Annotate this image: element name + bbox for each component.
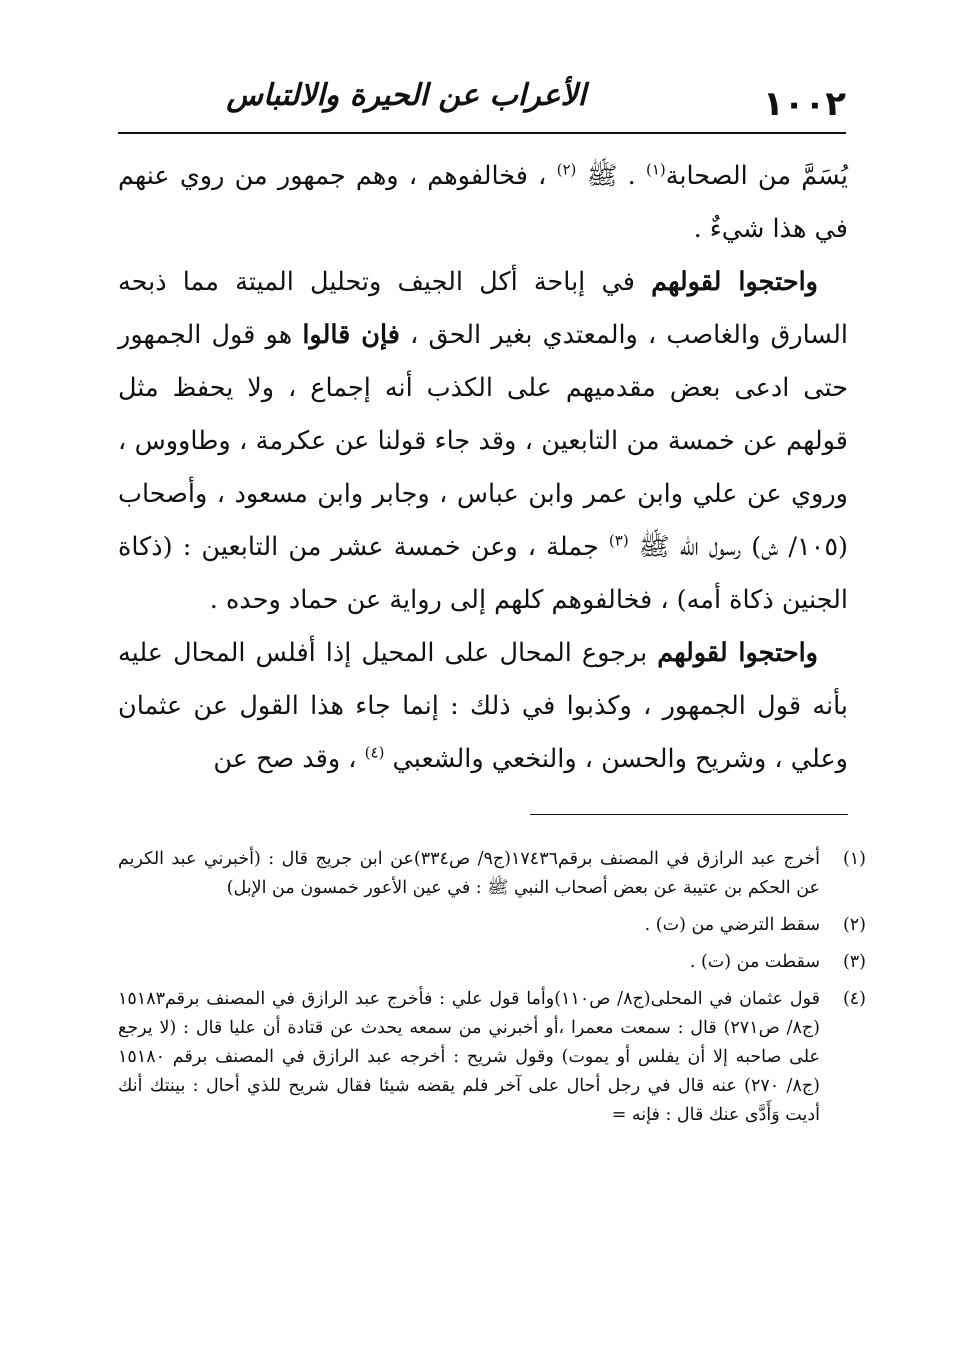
footnote-2 <box>118 911 866 940</box>
footnote-text: أخرج عبد الرازق في المصنف برقم١٧٤٣٦(ج٩/ ص٣٣٤)عن ابن جريج قال : (أخبرني عبد الكريم عن الحكم بن عتيبة عن بعض أصحاب النبي ﷺ : في عين الأعور خمسون من الإبل) <box>118 849 821 898</box>
text-run: برجوع المحال على المحيل إذا أفلس المحال عليه بأنه قول الجمهور ، وكذبوا في ذلك : إنما جاء هذا القول عن عثمان وعلي ، وشريح والحسن ، والنخعي والشعبي <box>118 638 848 774</box>
main-text <box>118 150 848 786</box>
footnote-marker: (٢) <box>556 160 577 179</box>
text-run: . ﷺ <box>586 161 636 191</box>
page-number: ١٠٠٢ <box>762 84 846 124</box>
text-run: ، وقد صح عن <box>213 744 357 774</box>
text-run: هو قول الجمهور حتى ادعى بعض مقدميهم على الكذب أنه إجماع ، ولا يحفظ مثل قولهم عن خمسة من التابعين ، وقد جاء قولنا عن عكرمة ، وطاووس ، وروي عن علي وابن عمر وابن عباس ، وجابر وابن مسعود ، وأصحاب (١٠٥/ ش) رسول الله ﷺ <box>118 320 848 562</box>
lead-phrase: واحتجوا لقولهم <box>657 638 818 668</box>
text-run: جملة ، وعن خمسة عشر من التابعين : (ذكاة الجنين ذكاة أمه) ، فخالفوهم كلهم إلى رواية عن حماد وحده . <box>118 532 848 615</box>
footnote-divider <box>530 814 848 815</box>
footnote-marker: (٤) <box>364 743 385 762</box>
footnote-1 <box>118 845 866 903</box>
footnote-marker: (٣) <box>608 531 629 550</box>
paragraph-2 <box>118 256 848 627</box>
footnote-number: (٤) <box>842 989 866 1009</box>
footnote-text: سقط الترضي من (ت) . <box>644 915 820 935</box>
footnote-number: (١) <box>842 849 866 869</box>
text-run: ، فخالفوهم ، وهم جمهور من روي عنهم في هذا شيءٌ . <box>118 161 848 244</box>
text-run: يُسَمَّ من الصحابة <box>665 161 849 191</box>
lead-phrase: واحتجوا لقولهم <box>651 267 818 297</box>
footnotes <box>118 845 866 1138</box>
header-divider <box>118 132 846 134</box>
footnote-4 <box>118 985 866 1130</box>
footnote-3 <box>118 948 866 977</box>
paragraph-1 <box>118 150 848 256</box>
page-header <box>118 70 846 134</box>
lead-phrase: فإن قالوا <box>302 320 400 350</box>
book-title: الأعراب عن الحيرة والالتباس <box>226 78 586 113</box>
footnote-text: سقطت من (ت) . <box>689 952 820 972</box>
footnote-text: قول عثمان في المحلى(ج٨/ ص١١٠)وأما قول علي : فأخرج عبد الرازق في المصنف برقم١٥١٨٣ (ج٨/ ص٢٧١) قال : سمعت معمرا ،أو أخبرني من سمعه يحدث عن قتادة أن عليا قال : (لا يرجع على صاحبه إلا أن يفلس أو يموت) وقول شريح : أخرجه عبد الرازق في المصنف برقم ١٥١٨٠ (ج٨/ ٢٧٠) عنه قال في رجل أحال على آخر فلم يقضه شيئا فقال شريح للذي أحال : بينتك أنك أديت وَأَدَّى عنك قال : فإنه = <box>118 989 820 1125</box>
footnote-number: (٢) <box>842 915 866 935</box>
text-run: في إباحة أكل الجيف وتحليل الميتة مما ذبحه السارق والغاصب ، والمعتدي بغير الحق ، <box>118 267 848 350</box>
paragraph-3 <box>118 627 848 786</box>
footnote-marker: (١) <box>645 160 666 179</box>
footnote-number: (٣) <box>842 952 866 972</box>
